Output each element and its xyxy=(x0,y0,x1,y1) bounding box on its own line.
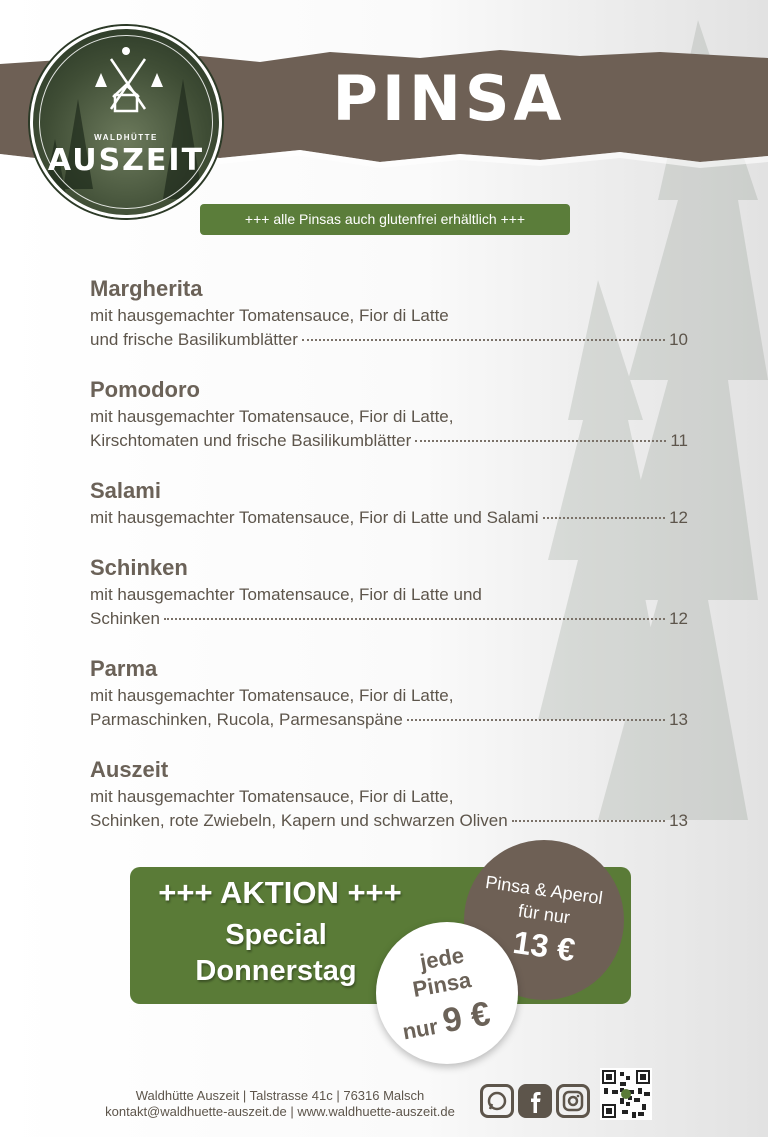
menu-item-price: 12 xyxy=(669,508,688,527)
menu-item xyxy=(90,276,688,352)
restaurant-logo xyxy=(30,26,222,218)
facebook-icon[interactable] xyxy=(518,1084,552,1118)
menu-item-price: 12 xyxy=(669,609,688,628)
menu-item-price-line xyxy=(90,607,688,631)
aperol-offer-line1: Pinsa & Aperol xyxy=(484,871,604,909)
dot-leader xyxy=(543,517,666,519)
promo-special: Special xyxy=(225,919,327,951)
logo-ring xyxy=(39,35,213,209)
qr-code-icon[interactable] xyxy=(600,1068,652,1120)
promo-day: Donnerstag xyxy=(195,955,357,987)
logo-title: AUSZEIT xyxy=(47,143,205,178)
dot-leader xyxy=(407,719,665,721)
menu-item-price: 11 xyxy=(670,431,688,450)
pinsa-offer-line1: jede xyxy=(418,942,466,975)
menu-item-description: und frische Basilikumblätter xyxy=(90,330,298,349)
pinsa-offer-line2: Pinsa xyxy=(410,967,473,1002)
menu-item xyxy=(90,377,688,453)
dot-leader xyxy=(512,820,665,822)
footer-contact xyxy=(90,1088,470,1120)
pinsa-offer-price: 9 € xyxy=(439,994,493,1041)
aperol-offer-line2: für nur xyxy=(516,900,572,928)
menu-item xyxy=(90,757,688,833)
menu-item-name: Schinken xyxy=(90,555,188,580)
menu-item-price: 13 xyxy=(669,710,688,729)
promo-headline: +++ AKTION +++ xyxy=(158,875,402,910)
whatsapp-icon[interactable] xyxy=(480,1084,514,1118)
menu-item-name: Pomodoro xyxy=(90,377,200,402)
aperol-offer-price: 13 € xyxy=(510,923,578,969)
menu-item-price: 10 xyxy=(669,330,688,349)
menu-item xyxy=(90,656,688,732)
instagram-icon[interactable] xyxy=(556,1084,590,1118)
pinsa-menu xyxy=(90,276,688,858)
menu-item-description: mit hausgemachter Tomatensauce, Fior di Latte, xyxy=(90,407,454,426)
menu-item-description: mit hausgemachter Tomatensauce, Fior di Latte und xyxy=(90,585,482,604)
dot-leader xyxy=(302,339,665,341)
menu-item xyxy=(90,555,688,631)
page-title: PINSA xyxy=(332,62,566,135)
menu-item-name: Salami xyxy=(90,478,161,503)
footer-address: Waldhütte Auszeit | Talstrasse 41c | 76316 Malsch xyxy=(135,1088,425,1103)
menu-item-price-line xyxy=(90,506,688,530)
dot-leader xyxy=(415,440,666,442)
menu-item-description: Parmaschinken, Rucola, Parmesanspäne xyxy=(90,710,403,729)
menu-item-description: mit hausgemachter Tomatensauce, Fior di Latte, xyxy=(90,686,454,705)
pinsa-offer-badge xyxy=(376,922,518,1064)
menu-item-description: Schinken, rote Zwiebeln, Kapern und schwarzen Oliven xyxy=(90,811,508,830)
menu-item-name: Margherita xyxy=(90,276,203,301)
dot-leader xyxy=(164,618,665,620)
menu-item-description: mit hausgemachter Tomatensauce, Fior di Latte und Salami xyxy=(90,508,539,527)
logo-subtitle: WALDHÜTTE xyxy=(94,133,158,142)
menu-item-price-line xyxy=(90,809,688,833)
glutenfree-notice: +++ alle Pinsas auch glutenfrei erhältlich +++ xyxy=(200,204,570,235)
menu-item-price-line xyxy=(90,708,688,732)
menu-item-price: 13 xyxy=(669,811,688,830)
pinsa-offer-prefix: nur xyxy=(400,1013,440,1045)
menu-item-name: Auszeit xyxy=(90,757,169,782)
menu-item-name: Parma xyxy=(90,656,158,681)
menu-item-price-line xyxy=(90,429,688,453)
menu-item-price-line xyxy=(90,328,688,352)
menu-item-description: mit hausgemachter Tomatensauce, Fior di Latte xyxy=(90,306,449,325)
menu-item-description: mit hausgemachter Tomatensauce, Fior di Latte, xyxy=(90,787,454,806)
menu-item-description: Kirschtomaten und frische Basilikumblätter xyxy=(90,431,412,450)
menu-item-description: Schinken xyxy=(90,609,160,628)
footer-web[interactable]: kontakt@waldhuette-auszeit.de | www.waldhuette-auszeit.de xyxy=(105,1104,455,1119)
menu-item xyxy=(90,478,688,530)
